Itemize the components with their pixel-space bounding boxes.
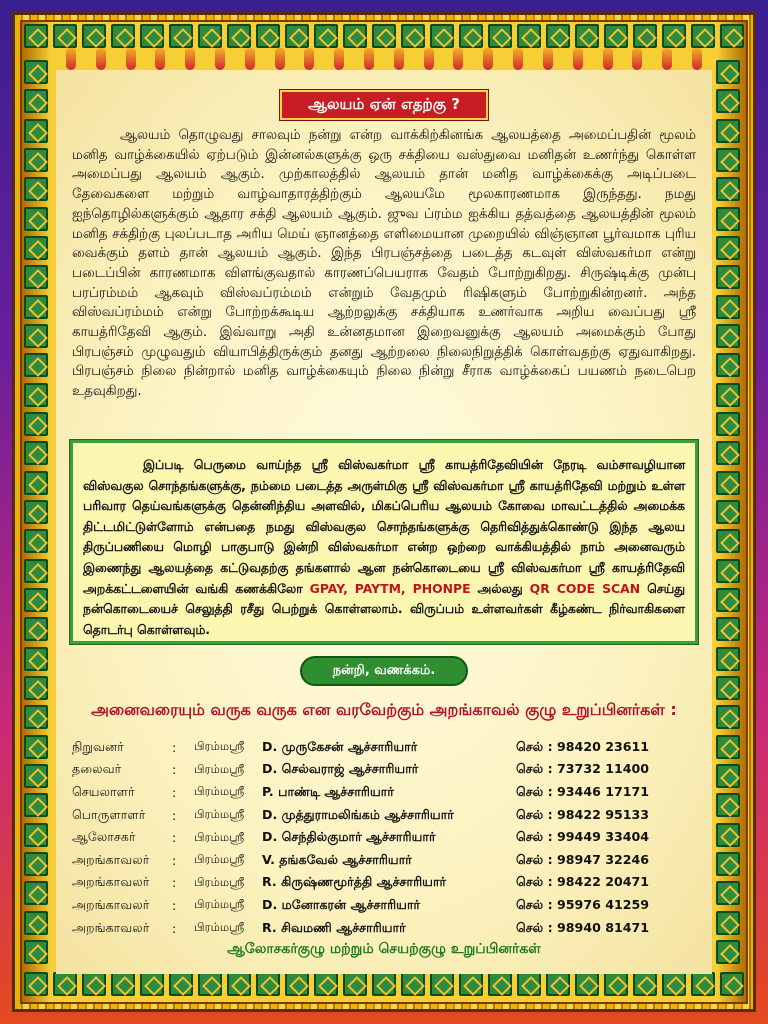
member-prefix: பிரம்மஸ்ரீ (194, 897, 245, 912)
bell-icon (692, 48, 702, 70)
donation-notice-box (70, 440, 698, 644)
member-colon: : (172, 807, 177, 823)
ornament-tile-icon (716, 617, 740, 641)
member-row (72, 894, 702, 917)
member-name: R. கிருஷ்ணமூர்த்தி ஆச்சாரியார் (262, 874, 447, 890)
member-name: D. முத்துராமலிங்கம் ஆச்சாரியார் (262, 806, 454, 822)
member-phone: செல் : 98947 32246 (516, 851, 650, 867)
ornament-tile-icon (716, 471, 740, 495)
ornament-tile-icon (24, 60, 48, 84)
member-prefix: பிரம்மஸ்ரீ (194, 829, 245, 844)
ornament-tile-icon (24, 24, 48, 48)
ornament-tile-icon (459, 972, 483, 996)
ornament-tile-icon (82, 24, 106, 48)
member-phone: செல் : 99449 33404 (516, 829, 650, 845)
ornament-tile-icon (24, 764, 48, 788)
member-colon: : (172, 897, 177, 913)
ornament-tile-icon (285, 24, 309, 48)
ornament-tile-icon (24, 119, 48, 143)
member-role: பொருளாளர் (72, 806, 146, 822)
ornament-tile-icon (24, 529, 48, 553)
ornament-tile-icon (720, 24, 744, 48)
ornament-tile-icon (716, 353, 740, 377)
ornament-tile-icon (716, 500, 740, 524)
ornament-tile-icon (633, 972, 657, 996)
footer-committee-line: ஆலோசகர்குழு மற்றும் செயற்குழு உறுப்பினர்கள் (227, 941, 541, 957)
ornament-tile-icon (24, 177, 48, 201)
member-name: P. பாண்டி ஆச்சாரியார் (262, 783, 394, 799)
ornament-tile-icon (691, 972, 715, 996)
member-name: R. சிவமணி ஆச்சாரியார் (262, 919, 406, 935)
ornament-tile-icon (401, 24, 425, 48)
ornament-tile-icon (24, 236, 48, 260)
ornament-tile-icon (716, 940, 740, 964)
ornament-tile-icon (716, 793, 740, 817)
left-ornament-column (24, 56, 52, 968)
welcome-heading: அனைவரையும் வருக வருக என வரவேற்கும் அறங்காவல் குழு உறுப்பினர்கள் : (91, 700, 677, 719)
bell-icon (424, 48, 434, 70)
member-colon: : (172, 875, 177, 891)
intro-paragraph: ஆலயம் தொழுவது சாலவும் நன்று என்ற வாக்கிற்கினங்க ஆலயத்தை அமைப்பதின் மூலம் மனித வாழ்க்கையில் ஏற்படும் இன்னல்களுக்கு ஒரு சக்தியை வஸ்துவை மனிதன் உணர்ந்து கொள்ள அமைப்பது ஆலயம் ஆகும். முற்காலத்தில் ஆலயம் தான் மனித வாழ்க்கைக்கு அடிப்படை தேவைகளை மற்றும் வாழ்வாதாரத்திற்கும் ஆலயமே மூலகாரணமாக இருந்தது. நமது ஐந்தொழில்களுக்கும் ஆதார சக்தி ஆலயம் ஆகும். ஜுவ ப்ரம்ம ஐக்கிய தத்வத்தை ஆலயத்தின் மூலம் மனித சக்திற்கு புலப்படாத அரிய மெய் ஞானத்தை எளிமையான முறையில் விஞ்ஞான பூர்வமாக புரிய வைக்கும் தளம் தான் ஆலயம் ஆகும். இந்த பிரபஞ்சத்தை படைத்த கடவுள் விஸ்வகர்மா என்று படைப்பின் காரணமாக விளங்குவதால் காரணப்பெயராக வேதம் போற்றுகிறது. சிருஷ்டிக்கு முன்பு பரப்ரம்மம் ஆகவும் விஸ்வப்ரம்மம் என்றும் வேதமும் ரிஷிகளும் போற்றுகின்றனர். அந்த விஸ்வப்ரம்மம் என்று போற்றக்கூடிய ஆற்றலுக்கு சக்தியாக உணர்வாக அறிய வைப்பது ஸ்ரீ காயத்ரிதேவி ஆகும். இவ்வாறு அதி உன்னதமான இறைவனுக்கு ஆலயம் அமைக்கும் போது பிரபஞ்சம் முழுவதும் வியாபித்திருக்கும் தனது ஆற்றலை நிலைநிறுத்திக் கொள்வதற்கு ஏதுவாகிறது. பிரபஞ்சம் நிலை நின்றால் மனித வாழ்க்கையும் நிலை நின்று சீராக வாழ்க்கைப் பயணம் நடைபெற உதவுகிறது. (72, 128, 696, 400)
member-phone: செல் : 98422 20471 (516, 874, 650, 890)
ornament-tile-icon (227, 972, 251, 996)
ornament-tile-icon (24, 412, 48, 436)
ornament-tile-icon (198, 972, 222, 996)
ornament-tile-icon (24, 617, 48, 641)
ornament-tile-icon (24, 324, 48, 348)
bell-icon (215, 48, 225, 70)
member-prefix: பிரம்மஸ்ரீ (194, 920, 245, 935)
ornament-tile-icon (24, 881, 48, 905)
ornament-tile-icon (662, 24, 686, 48)
ornament-tile-icon (82, 972, 106, 996)
ornament-tile-icon (716, 265, 740, 289)
bell-icon (96, 48, 106, 70)
member-row (72, 849, 702, 872)
ornament-tile-icon (140, 972, 164, 996)
member-role: ஆலோசகர் (72, 829, 136, 845)
bell-icon (543, 48, 553, 70)
member-phone: செல் : 73732 11400 (516, 761, 650, 777)
ornament-tile-icon (575, 24, 599, 48)
member-colon: : (172, 762, 177, 778)
ornament-tile-icon (24, 940, 48, 964)
ornament-tile-icon (343, 972, 367, 996)
member-prefix: பிரம்மஸ்ரீ (194, 874, 245, 889)
ornament-tile-icon (517, 24, 541, 48)
ornament-tile-icon (169, 24, 193, 48)
ornament-tile-icon (24, 207, 48, 231)
ornament-tile-icon (716, 295, 740, 319)
ornament-tile-icon (716, 559, 740, 583)
ornament-tile-icon (401, 972, 425, 996)
ornament-tile-icon (716, 852, 740, 876)
bell-icon (662, 48, 672, 70)
ornament-tile-icon (716, 324, 740, 348)
right-ornament-column (716, 56, 744, 968)
member-colon: : (172, 739, 177, 755)
ornament-tile-icon (716, 383, 740, 407)
bell-icon (632, 48, 642, 70)
ornament-tile-icon (24, 148, 48, 172)
ornament-tile-icon (716, 529, 740, 553)
page-title: ஆலயம் ஏன் எதற்கு ? (280, 90, 488, 120)
ornament-tile-icon (314, 972, 338, 996)
ornament-tile-icon (24, 793, 48, 817)
ornament-tile-icon (111, 972, 135, 996)
member-name: D. முருகேசன் ஆச்சாரியார் (262, 738, 418, 754)
ornament-tile-icon (140, 24, 164, 48)
ornament-tile-icon (716, 177, 740, 201)
ornament-tile-icon (24, 852, 48, 876)
bell-icon (304, 48, 314, 70)
ornament-tile-icon (488, 972, 512, 996)
ornament-tile-icon (662, 972, 686, 996)
ornament-tile-icon (691, 24, 715, 48)
bottom-ornament-row (20, 972, 748, 1000)
member-name: D. செந்தில்குமார் ஆச்சாரியார் (262, 829, 436, 845)
member-phone: செல் : 95976 41259 (516, 896, 650, 912)
bell-icon (394, 48, 404, 70)
member-phone: செல் : 98420 23611 (516, 738, 650, 754)
ornament-tile-icon (604, 24, 628, 48)
ornament-tile-icon (24, 735, 48, 759)
ornament-tile-icon (430, 972, 454, 996)
thanks-badge: நன்றி, வணக்கம். (300, 656, 468, 686)
ornament-tile-icon (24, 471, 48, 495)
bell-icon (364, 48, 374, 70)
ornament-tile-icon (716, 412, 740, 436)
ornament-tile-icon (720, 972, 744, 996)
member-phone: செல் : 98940 81471 (516, 919, 650, 935)
ornament-tile-icon (488, 24, 512, 48)
ornament-tile-icon (716, 60, 740, 84)
ornament-tile-icon (372, 24, 396, 48)
members-list (72, 736, 702, 939)
ornament-tile-icon (24, 441, 48, 465)
ornament-tile-icon (343, 24, 367, 48)
ornament-tile-icon (716, 676, 740, 700)
member-phone: செல் : 98422 95133 (516, 806, 650, 822)
ornament-tile-icon (546, 972, 570, 996)
member-role: அறங்காவலர் (72, 919, 150, 935)
ornament-tile-icon (24, 588, 48, 612)
ornament-tile-icon (24, 383, 48, 407)
ornament-tile-icon (24, 911, 48, 935)
ornament-tile-icon (256, 24, 280, 48)
ornament-tile-icon (633, 24, 657, 48)
member-prefix: பிரம்மஸ்ரீ (194, 761, 245, 776)
ornament-tile-icon (24, 705, 48, 729)
member-role: அறங்காவலர் (72, 896, 150, 912)
ornament-tile-icon (716, 441, 740, 465)
ornament-tile-icon (716, 588, 740, 612)
bell-icon (155, 48, 165, 70)
member-name: D. செல்வராஜ் ஆச்சாரியார் (262, 761, 419, 777)
ornament-tile-icon (314, 24, 338, 48)
ornament-tile-icon (716, 705, 740, 729)
bell-icon (483, 48, 493, 70)
ornament-tile-icon (24, 647, 48, 671)
bell-icon (126, 48, 136, 70)
member-colon: : (172, 852, 177, 868)
member-prefix: பிரம்மஸ்ரீ (194, 784, 245, 799)
member-row (72, 826, 702, 849)
ornament-tile-icon (716, 148, 740, 172)
member-role: நிறுவனர் (72, 738, 124, 754)
ornament-tile-icon (716, 89, 740, 113)
member-prefix: பிரம்மஸ்ரீ (194, 807, 245, 822)
ornament-tile-icon (24, 559, 48, 583)
ornament-tile-icon (546, 24, 570, 48)
ornament-tile-icon (716, 119, 740, 143)
notice-part2: அல்லது (470, 580, 530, 596)
ornament-tile-icon (24, 295, 48, 319)
ornament-tile-icon (716, 764, 740, 788)
ornament-tile-icon (575, 972, 599, 996)
ornament-tile-icon (285, 972, 309, 996)
ornament-tile-icon (604, 972, 628, 996)
bell-icon (185, 48, 195, 70)
bell-icon (245, 48, 255, 70)
member-row (72, 872, 702, 895)
member-phone: செல் : 93446 17171 (516, 783, 650, 799)
ornament-tile-icon (430, 24, 454, 48)
bell-icon (275, 48, 285, 70)
ornament-tile-icon (716, 881, 740, 905)
ornament-tile-icon (24, 353, 48, 377)
ornament-tile-icon (198, 24, 222, 48)
ornament-tile-icon (517, 972, 541, 996)
ornament-tile-icon (716, 911, 740, 935)
member-role: அறங்காவலர் (72, 874, 150, 890)
member-row (72, 759, 702, 782)
bell-icon (66, 48, 76, 70)
bell-icon (603, 48, 613, 70)
ornament-tile-icon (716, 735, 740, 759)
member-prefix: பிரம்மஸ்ரீ (194, 852, 245, 867)
member-name: D. மனோகரன் ஆச்சாரியார் (262, 896, 421, 912)
bell-icon (453, 48, 463, 70)
member-row (72, 781, 702, 804)
ornament-tile-icon (716, 823, 740, 847)
ornament-tile-icon (372, 972, 396, 996)
ornament-tile-icon (53, 972, 77, 996)
ornament-tile-icon (111, 24, 135, 48)
member-name: V. தங்கவேல் ஆச்சாரியார் (262, 851, 412, 867)
bell-icon (334, 48, 344, 70)
member-prefix: பிரம்மஸ்ரீ (194, 739, 245, 754)
member-colon: : (172, 830, 177, 846)
ornament-tile-icon (24, 972, 48, 996)
ornament-tile-icon (24, 265, 48, 289)
bell-icon (573, 48, 583, 70)
ornament-tile-icon (53, 24, 77, 48)
ornament-tile-icon (256, 972, 280, 996)
ornament-tile-icon (169, 972, 193, 996)
qr-scan-highlight: QR CODE SCAN (529, 580, 641, 596)
member-colon: : (172, 784, 177, 800)
member-row (72, 736, 702, 759)
member-row (72, 804, 702, 827)
member-row (72, 917, 702, 940)
notice-part3: செய்து நன்கொடையைச் செலுத்தி ரசீது பெற்றுக் கொள்ளலாம். விருப்பம் உள்ளவர்கள் கீழ்கண்ட நிர்வாகிகளை தொடர்பு கொள்ளவும். (83, 580, 685, 637)
payment-apps-highlight: GPAY, PAYTM, PHONPE (309, 580, 471, 596)
ornament-tile-icon (24, 676, 48, 700)
bell-icon (513, 48, 523, 70)
ornament-tile-icon (24, 500, 48, 524)
ornament-tile-icon (716, 207, 740, 231)
ornament-tile-icon (227, 24, 251, 48)
ornament-tile-icon (459, 24, 483, 48)
member-role: செயலாளர் (72, 783, 135, 799)
member-colon: : (172, 920, 177, 936)
member-role: அறங்காவலர் (72, 851, 150, 867)
ornament-tile-icon (716, 647, 740, 671)
ornament-tile-icon (24, 89, 48, 113)
ornament-tile-icon (24, 823, 48, 847)
donation-notice-text (83, 455, 685, 640)
notice-part1: இப்படி பெருமை வாய்ந்த ஸ்ரீ விஸ்வகர்மா ஸ்ரீ காயத்ரிதேவியின் நேரடி வம்சாவழியான விஸ்வகுல சொந்தங்களுக்கு, நம்மை படைத்த அருள்மிகு ஸ்ரீ விஸ்வகர்மா ஸ்ரீ காயத்ரிதேவி மற்றும் உள்ள பரிவார தெய்வங்களுக்கு தென்னிந்திய அளவில், மிகப்பெரிய ஆலயம் கோவை மாவட்டத்தில் அமைக்க திட்டமிட்டுள்ளோம் என்பதை நமது விஸ்வகுல சொந்தங்களுக்கு தெரிவித்துக்கொண்டு இந்த ஆலய திருப்பணியை மொழி பாகுபாடு இன்றி விஸ்வகர்மா என்ற ஒற்றை வாக்கியத்தில் நாம் அனைவரும் இணைந்து ஆலயத்தை கட்டுவதற்கு தங்களால் ஆன நன்கொடையை ஸ்ரீ விஸ்வகர்மா ஸ்ரீ காயத்ரிதேவி அறக்கட்டளையின் வங்கி கணக்கிலோ (83, 457, 685, 596)
ornament-tile-icon (716, 236, 740, 260)
member-role: தலைவர் (72, 761, 122, 777)
